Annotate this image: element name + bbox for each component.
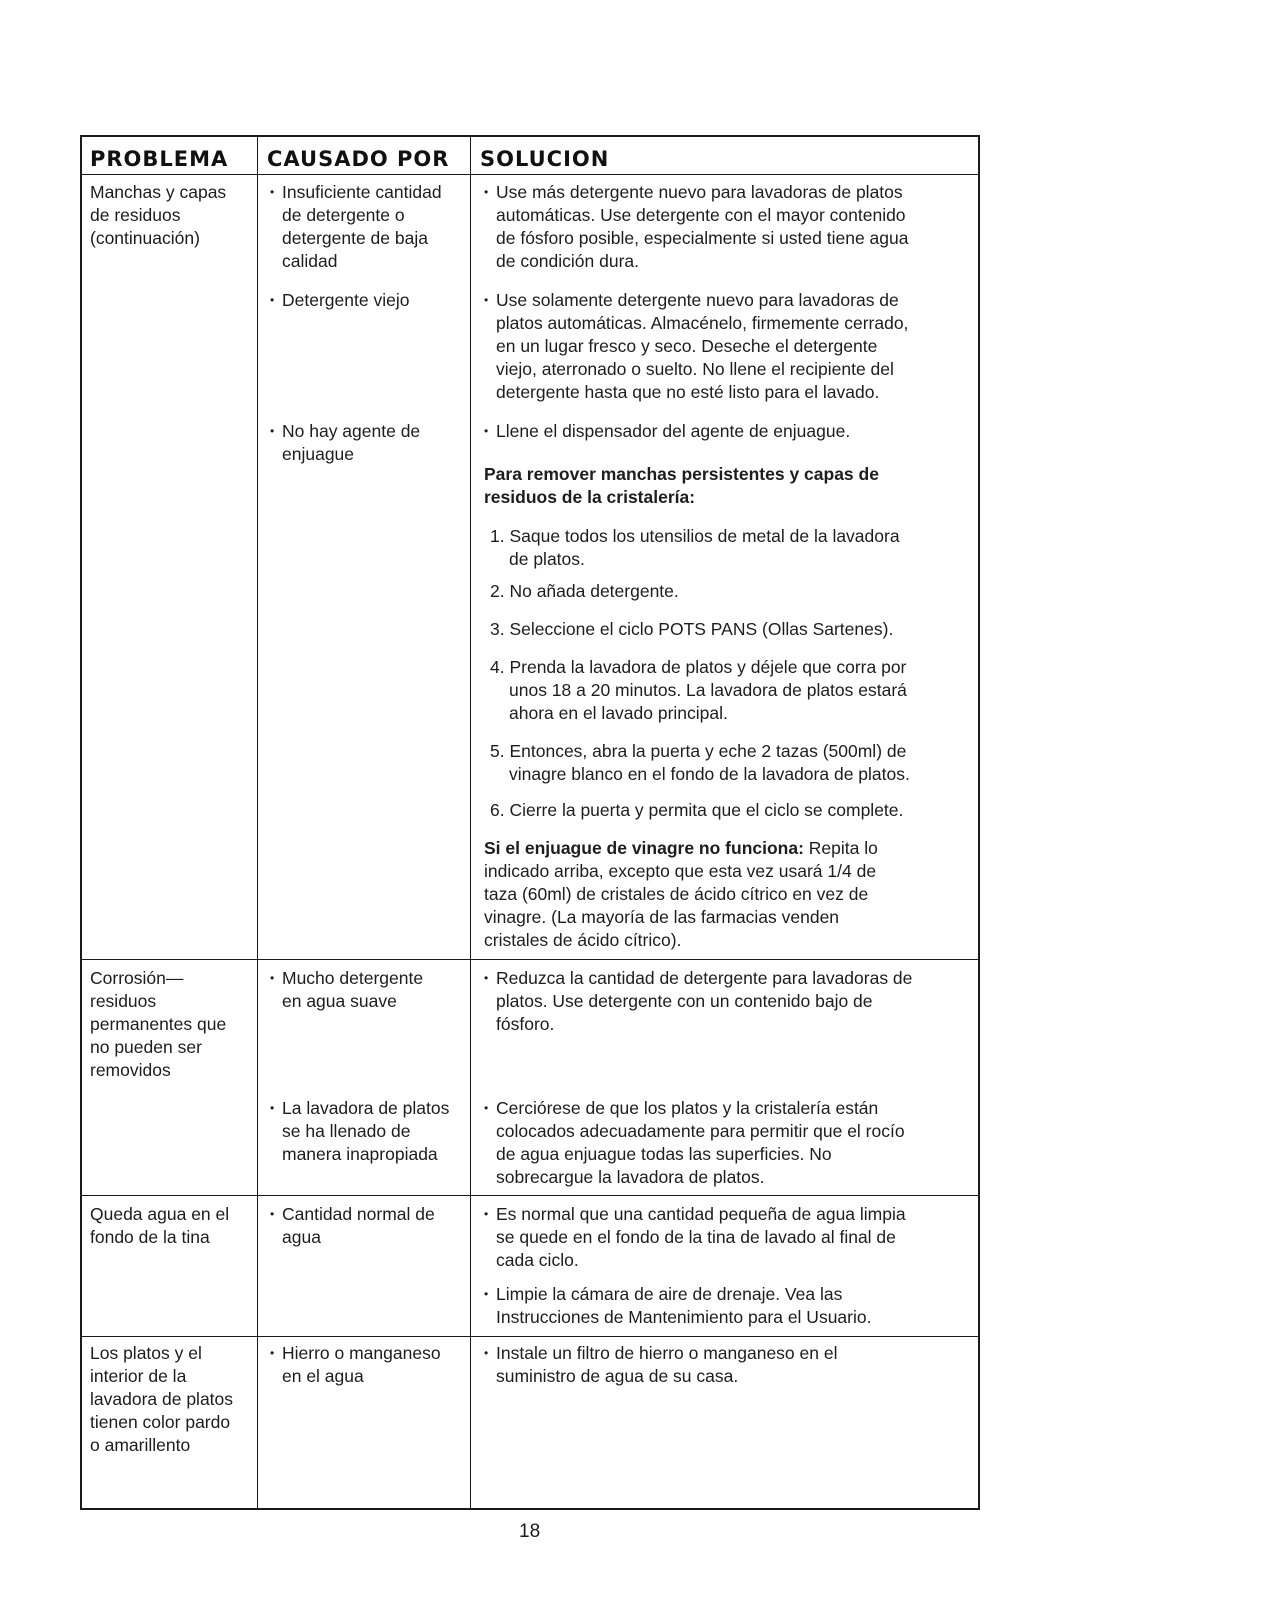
problem-text: (continuación) (90, 228, 200, 248)
bullet-icon: • (270, 293, 275, 307)
vinegar-note: Si el enjuague de vinagre no funciona: Repita lo indicado arriba, excepto que esta vez usará 1/4 de taza (60ml) de cristales de ácido cítrico en vez de vinagre. (La mayoría de las farmacias venden cristales de ácido cítrico). (484, 838, 878, 950)
bullet-icon: • (484, 293, 489, 307)
subheading: Para remover manchas persistentes y capas de residuos de la cristalería: (484, 464, 879, 507)
step-item: 3. Seleccione el ciclo POTS PANS (Ollas Sartenes). (490, 619, 894, 639)
bullet-icon: • (484, 424, 489, 438)
cause-item: • Insuficiente cantidad de detergente o detergente de baja calidad (270, 182, 442, 271)
bullet-icon: • (484, 185, 489, 199)
cause-item: • La lavadora de platos se ha llenado de manera inapropiada (270, 1098, 450, 1164)
solution-item: • Use más detergente nuevo para lavadoras de platos automáticas. Use detergente con el mayor contenido de fósforo posible, especialmente si usted tiene agua de condición dura. (484, 182, 909, 271)
step-item: 2. No añada detergente. (490, 581, 679, 601)
solution-item: • Instale un filtro de hierro o manganeso en el suministro de agua de su casa. (484, 1343, 838, 1386)
bullet-icon: • (270, 971, 275, 985)
header-problema: PROBLEMA (90, 147, 229, 171)
header-causado-por: CAUSADO POR (267, 147, 450, 171)
bullet-icon: • (484, 1101, 489, 1115)
cause-item: • Detergente viejo (270, 290, 410, 310)
troubleshooting-table (80, 135, 980, 1510)
column-divider (470, 137, 471, 1508)
bullet-icon: • (270, 185, 275, 199)
solution-item: • Reduzca la cantidad de detergente para lavadoras de platos. Use detergente con un contenido bajo de fósforo. (484, 968, 913, 1034)
problem-text: Manchas y capas (90, 182, 227, 202)
problem-text: Queda agua en el fondo de la tina (90, 1204, 230, 1247)
bullet-icon: • (484, 1207, 489, 1221)
solution-item: • Use solamente detergente nuevo para lavadoras de platos automáticas. Almacénelo, firmemente cerrado, en un lugar fresco y seco. Deseche el detergente viejo, aterronado o suelto. No llene el recipiente del detergente hasta que no esté listo para el lavado. (484, 290, 909, 402)
bullet-icon: • (484, 971, 489, 985)
row-divider (82, 1195, 978, 1196)
column-divider (257, 137, 258, 1508)
cause-item: • Cantidad normal de agua (270, 1204, 435, 1247)
bullet-icon: • (270, 1101, 275, 1115)
solution-item: • Es normal que una cantidad pequeña de agua limpia se quede en el fondo de la tina de lavado al final de cada ciclo. (484, 1204, 906, 1270)
row-divider (82, 959, 978, 960)
cause-item: • Hierro o manganeso en el agua (270, 1343, 441, 1386)
header-divider (82, 174, 978, 175)
row-divider (82, 1336, 978, 1337)
problem-text: Los platos y el interior de la lavadora de platos tienen color pardo o amarillento (90, 1343, 234, 1455)
cause-item: • Mucho detergente en agua suave (270, 968, 424, 1011)
bullet-icon: • (270, 424, 275, 438)
page-number: 18 (519, 1521, 541, 1542)
bullet-icon: • (270, 1207, 275, 1221)
solution-item: • Cerciórese de que los platos y la cristalería están colocados adecuadamente para permitir que el rocío de agua enjuague todas las superficies. No sobrecargue la lavadora de platos. (484, 1098, 905, 1187)
step-item: 6. Cierre la puerta y permita que el ciclo se complete. (490, 800, 904, 820)
solution-item: • Limpie la cámara de aire de drenaje. Vea las Instrucciones de Mantenimiento para el Usuario. (484, 1284, 872, 1327)
bullet-icon: • (270, 1346, 275, 1360)
header-solucion: SOLUCION (480, 147, 610, 171)
step-item: 1. Saque todos los utensilios de metal de la lavadora de platos. (490, 526, 900, 569)
bullet-icon: • (484, 1287, 489, 1301)
cause-item: • No hay agente de enjuague (270, 421, 421, 464)
problem-text: de residuos (90, 205, 181, 225)
bullet-icon: • (484, 1346, 489, 1360)
solution-item: • Llene el dispensador del agente de enjuague. (484, 421, 851, 441)
step-item: 5. Entonces, abra la puerta y eche 2 tazas (500ml) de vinagre blanco en el fondo de la lavadora de platos. (490, 741, 910, 784)
problem-text: Corrosión— residuos permanentes que no pueden ser removidos (90, 968, 227, 1080)
step-item: 4. Prenda la lavadora de platos y déjele que corra por unos 18 a 20 minutos. La lavadora de platos estará ahora en el lavado principal. (490, 657, 907, 723)
